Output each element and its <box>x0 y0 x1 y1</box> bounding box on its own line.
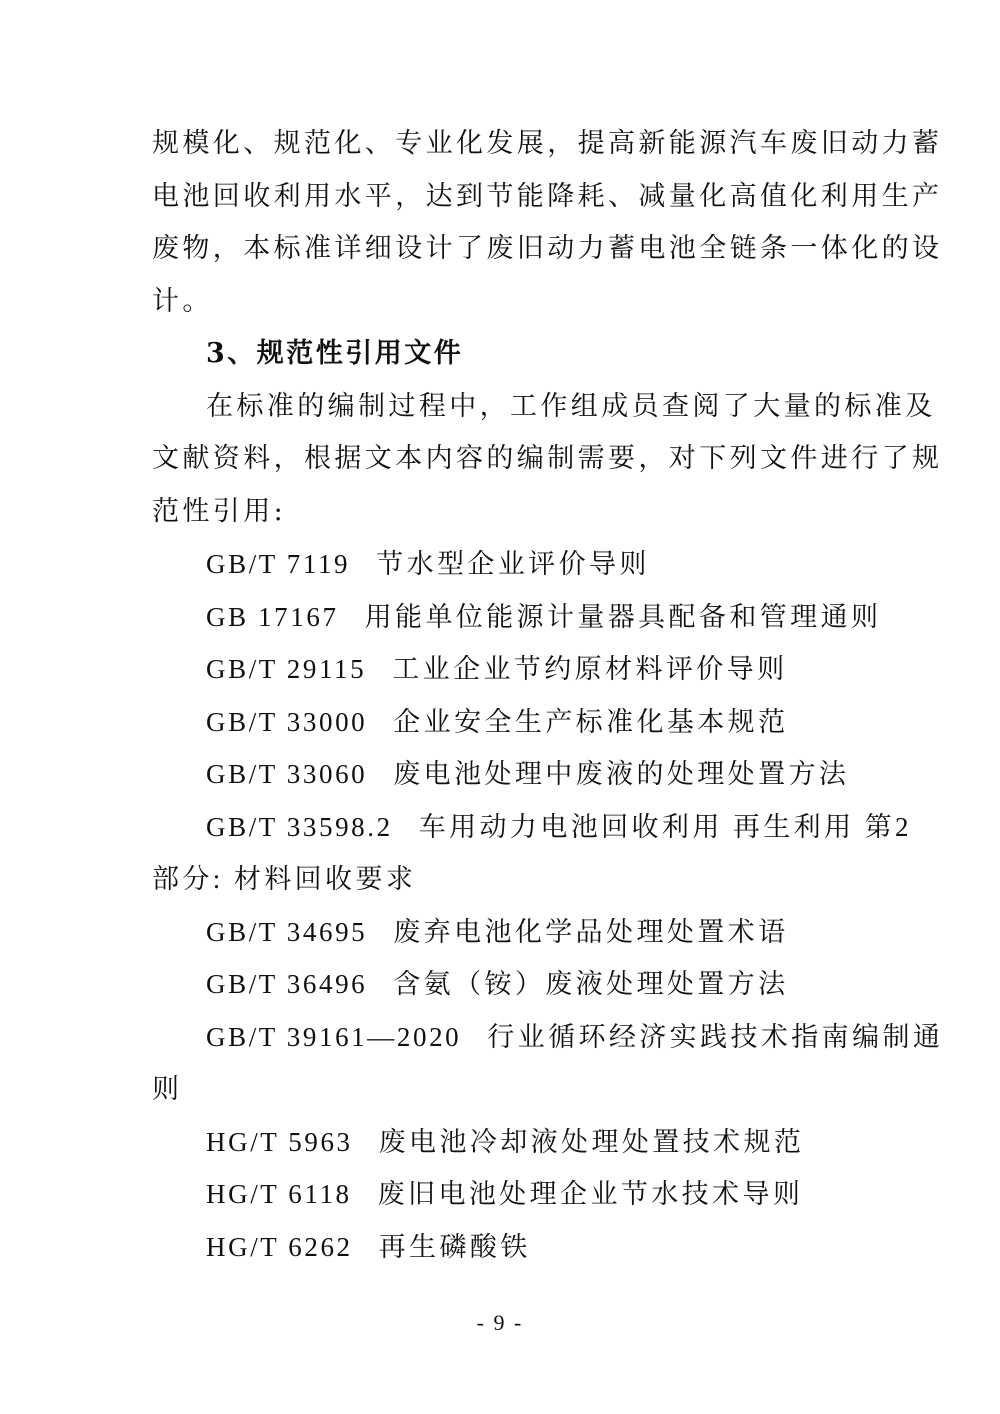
reference-item <box>152 696 852 749</box>
reference-item <box>152 1168 852 1221</box>
reference-code: HG/T 5963 <box>206 1126 353 1157</box>
paragraph-2-line-2: 文献资料，根据文本内容的编制需要，对下列文件进行了规 <box>152 443 943 474</box>
reference-code: HG/T 6118 <box>206 1179 352 1209</box>
reference-item <box>152 591 882 644</box>
reference-title: 车用动力电池回收利用 再生利用 第2 <box>418 811 912 842</box>
reference-code: GB/T 36496 <box>206 969 368 999</box>
reference-item <box>152 906 852 959</box>
reference-code: GB/T 29115 <box>206 654 367 684</box>
page-number: - 9 - <box>476 1310 524 1335</box>
reference-title: 企业安全生产标准化基本规范 <box>393 706 789 737</box>
reference-item <box>152 1011 944 1064</box>
page-content <box>152 118 944 1273</box>
reference-code: HG/T 6262 <box>206 1231 353 1262</box>
reference-item <box>152 1116 852 1169</box>
reference-code: GB/T 34695 <box>206 916 368 947</box>
reference-title: 废旧电池处理企业节水技术导则 <box>377 1179 804 1209</box>
reference-item <box>152 1221 852 1274</box>
reference-title: 节水型企业评价导则 <box>376 549 650 579</box>
section-heading: 3、规范性引用文件 <box>206 338 464 369</box>
reference-title: 废电池冷却液处理处置技术规范 <box>378 1126 805 1157</box>
reference-code: GB/T 7119 <box>206 549 351 579</box>
reference-continuation: 则 <box>152 1074 183 1104</box>
reference-continuation: 部分: 材料回收要求 <box>152 864 417 894</box>
reference-title: 再生磷酸铁 <box>378 1231 531 1262</box>
reference-code: GB/T 39161—2020 <box>206 1021 462 1052</box>
paragraph-2-line-1: 在标准的编制过程中，工作组成员查阅了大量的标准及 <box>206 390 936 422</box>
reference-title: 含氨（铵）废液处理处置方法 <box>393 969 789 999</box>
paragraph-1-line-4: 计。 <box>152 285 213 317</box>
reference-item <box>152 801 912 854</box>
reference-title: 用能单位能源计量器具配备和管理通则 <box>364 601 882 632</box>
reference-item <box>152 643 852 696</box>
reference-item <box>152 538 852 591</box>
reference-title: 废电池处理中废液的处理处置方法 <box>393 759 850 789</box>
reference-title: 工业企业节约原材料评价导则 <box>392 654 788 684</box>
paragraph-1-line-1: 规模化、规范化、专业化发展，提高新能源汽车废旧动力蓄 <box>152 128 943 159</box>
paragraph-1-line-2: 电池回收利用水平，达到节能降耗、减量化高值化利用生产 <box>152 180 943 212</box>
reference-title: 废弃电池化学品处理处置术语 <box>393 916 789 947</box>
paragraph-2-line-3: 范性引用: <box>152 495 287 527</box>
reference-item <box>152 958 852 1011</box>
reference-code: GB/T 33000 <box>206 706 368 737</box>
reference-item <box>152 748 852 801</box>
reference-title: 行业循环经济实践技术指南编制通 <box>487 1021 944 1052</box>
reference-code: GB 17167 <box>206 601 339 632</box>
reference-code: GB/T 33598.2 <box>206 811 393 842</box>
paragraph-1-line-3: 废物，本标准详细设计了废旧动力蓄电池全链条一体化的设 <box>152 233 943 264</box>
reference-code: GB/T 33060 <box>206 759 368 789</box>
